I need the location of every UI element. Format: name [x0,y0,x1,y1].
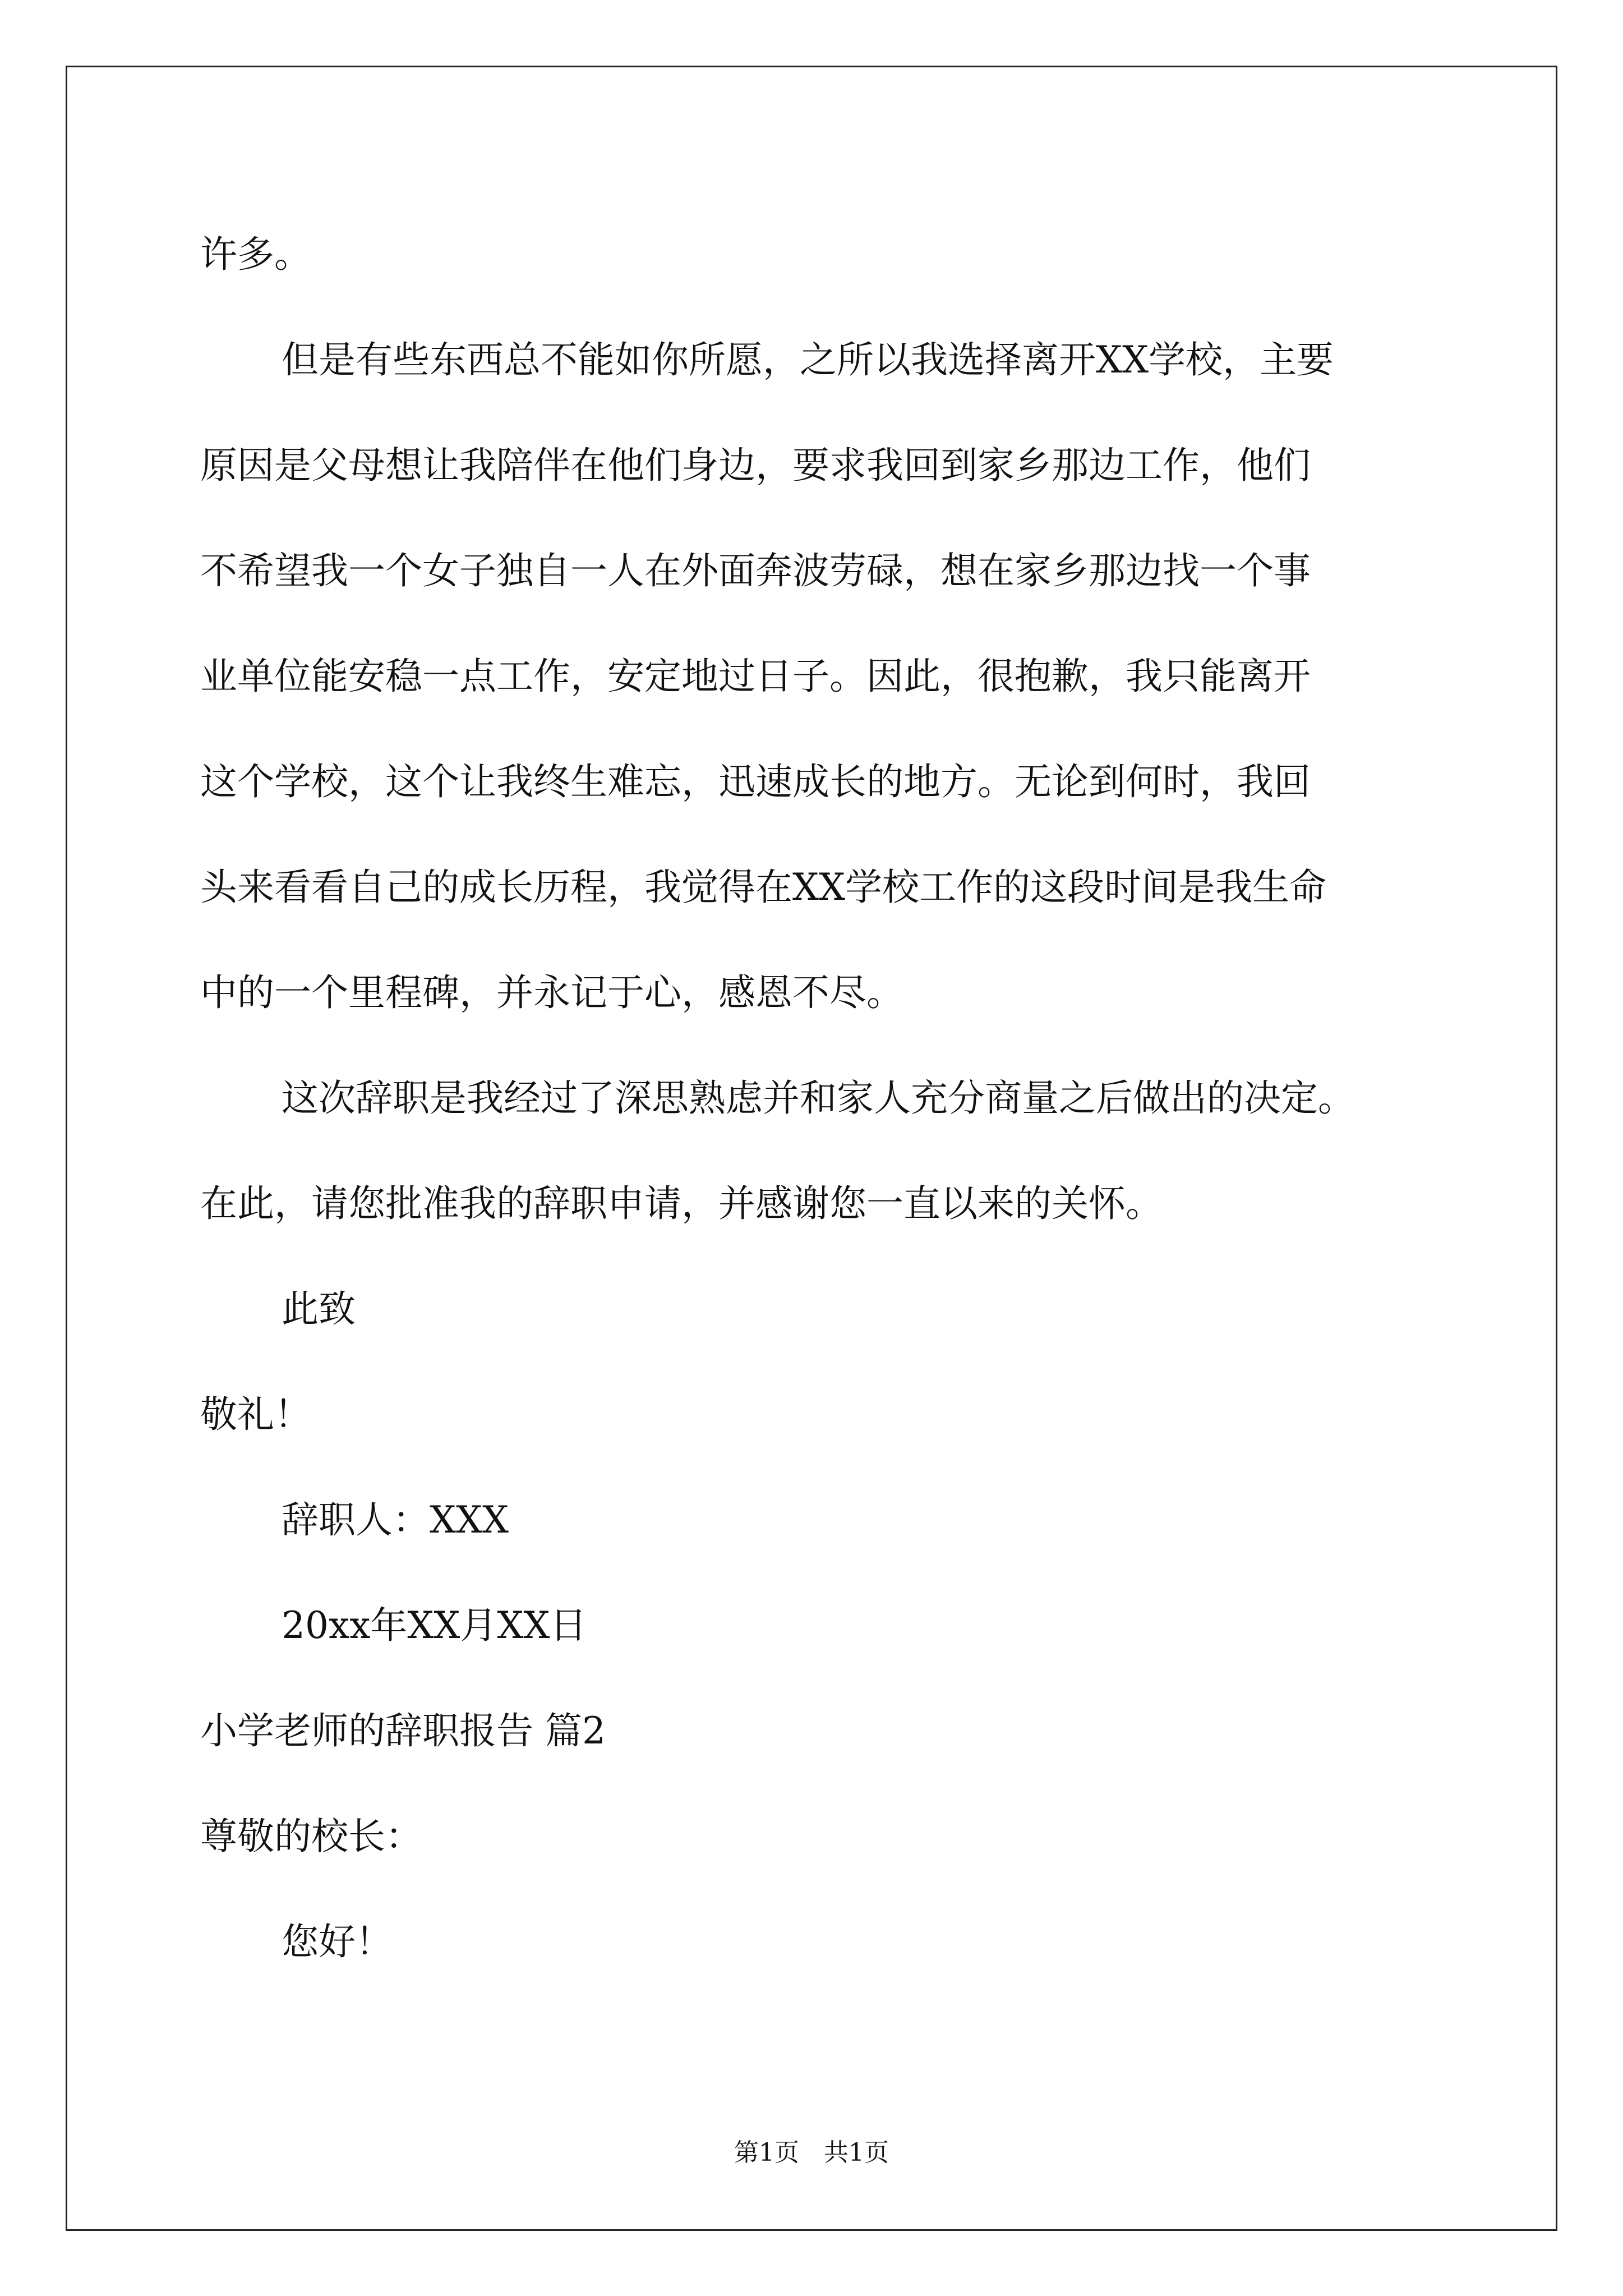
section-heading [200,1678,1434,1784]
page-footer: 第1页 共1页 [734,2138,889,2167]
paragraph [200,307,1434,1046]
text-line: 但是有些东西总不能如你所愿，之所以我选择离开XX学校，主要 [282,338,1334,381]
text-line: 在此，请您批准我的辞职申请，并感谢您一直以来的关怀。 [200,1182,1163,1225]
text-line: 头来看看自己的成长历程，我觉得在XX学校工作的这段时间是我生命 [200,866,1326,909]
greeting [200,1889,1434,1995]
date [200,1573,1434,1678]
text-line: 尊敬的校长： [200,1815,422,1858]
text-line: 不希望我一个女子独自一人在外面奔波劳碌，想在家乡那边找一个事 [200,549,1311,592]
signature [200,1467,1434,1573]
paragraph [200,202,1434,307]
text-line: 敬礼！ [200,1393,311,1436]
text-line: 小学老师的辞职报告 篇2 [200,1709,606,1752]
greeting-addressee [200,1784,1434,1889]
document-body [200,202,1434,1995]
text-line: 许多。 [200,233,311,276]
text-line: 此致 [282,1287,356,1331]
text-line: 辞职人：XXX [282,1498,509,1542]
closing-respect [200,1362,1434,1467]
closing-salutation [200,1257,1434,1362]
text-line: 这次辞职是我经过了深思熟虑并和家人充分商量之后做出的决定。 [282,1076,1355,1120]
text-line: 业单位能安稳一点工作，安定地过日子。因此，很抱歉，我只能离开 [200,655,1311,698]
text-line: 这个学校，这个让我终生难忘，迅速成长的地方。无论到何时，我回 [200,760,1311,803]
text-line: 20xx年XX月XX日 [282,1604,587,1647]
text-line: 中的一个里程碑，并永记于心，感恩不尽。 [200,971,903,1014]
text-line: 您好！ [282,1920,393,1963]
paragraph [200,1046,1434,1257]
text-line: 原因是父母想让我陪伴在他们身边，要求我回到家乡那边工作，他们 [200,444,1311,487]
